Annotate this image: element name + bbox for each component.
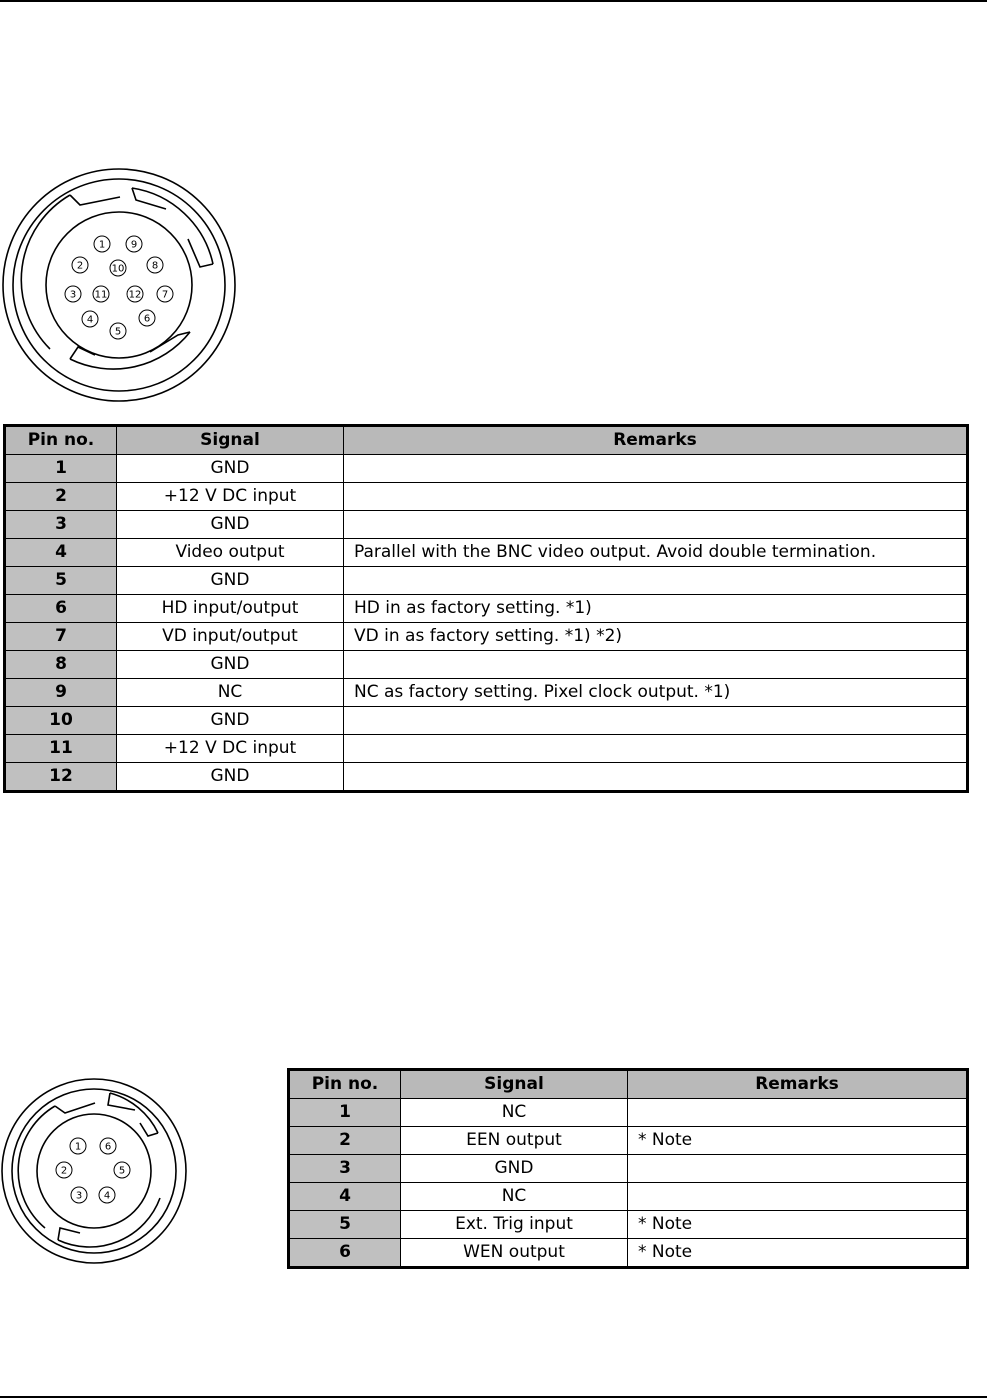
pin-marker bbox=[93, 286, 109, 302]
remarks-cell bbox=[344, 455, 968, 483]
pin-marker bbox=[70, 1138, 86, 1154]
pin-label: 1 bbox=[74, 1141, 82, 1153]
table-row bbox=[289, 1099, 968, 1127]
signal-cell: EEN output bbox=[401, 1127, 628, 1155]
key-arc bbox=[132, 188, 213, 264]
pin-label: 2 bbox=[60, 1165, 68, 1177]
signal-cell: +12 V DC input bbox=[117, 735, 344, 763]
pin-label: 9 bbox=[130, 239, 138, 251]
pin-number-cell: 2 bbox=[289, 1127, 401, 1155]
remarks-cell bbox=[344, 735, 968, 763]
table-row bbox=[5, 623, 968, 651]
connector-6pin-diagram bbox=[0, 1078, 190, 1268]
connector-6pin-svg bbox=[0, 1078, 190, 1268]
pin-label: 1 bbox=[98, 239, 106, 251]
pin-marker bbox=[114, 1162, 130, 1178]
signal-cell: +12 V DC input bbox=[117, 483, 344, 511]
remarks-cell bbox=[628, 1155, 968, 1183]
signal-cell: GND bbox=[401, 1155, 628, 1183]
pin-number-cell: 7 bbox=[5, 623, 117, 651]
signal-cell: GND bbox=[117, 455, 344, 483]
table-row bbox=[289, 1239, 968, 1268]
signal-cell: Video output bbox=[117, 539, 344, 567]
pin-marker bbox=[157, 286, 173, 302]
table-row bbox=[5, 595, 968, 623]
header-remarks: Remarks bbox=[628, 1070, 968, 1099]
pin-label: 12 bbox=[128, 289, 142, 301]
table-row bbox=[289, 1211, 968, 1239]
signal-cell: GND bbox=[117, 763, 344, 792]
pin-label: 4 bbox=[86, 314, 94, 326]
signal-cell: NC bbox=[401, 1183, 628, 1211]
pin-number-cell: 5 bbox=[289, 1211, 401, 1239]
header-pin-no: Pin no. bbox=[289, 1070, 401, 1099]
pin-number-cell: 1 bbox=[5, 455, 117, 483]
pin-marker bbox=[65, 286, 81, 302]
remarks-cell bbox=[344, 707, 968, 735]
table-row bbox=[5, 735, 968, 763]
table-row bbox=[5, 679, 968, 707]
pin-label: 10 bbox=[111, 263, 125, 275]
table-row bbox=[5, 539, 968, 567]
remarks-cell bbox=[344, 763, 968, 792]
remarks-cell bbox=[344, 483, 968, 511]
signal-cell: HD input/output bbox=[117, 595, 344, 623]
table-row bbox=[5, 651, 968, 679]
pin-number-cell: 8 bbox=[5, 651, 117, 679]
remarks-cell bbox=[344, 651, 968, 679]
table-row bbox=[5, 511, 968, 539]
pin-marker bbox=[139, 310, 155, 326]
pin-number-cell: 2 bbox=[5, 483, 117, 511]
pin-label: 5 bbox=[114, 326, 122, 338]
table-row bbox=[5, 763, 968, 792]
table-row bbox=[5, 483, 968, 511]
header-remarks: Remarks bbox=[344, 426, 968, 455]
remarks-cell: * Note bbox=[628, 1211, 968, 1239]
pin-marker bbox=[71, 1187, 87, 1203]
table-row bbox=[5, 455, 968, 483]
header-pin-no: Pin no. bbox=[5, 426, 117, 455]
signal-cell: GND bbox=[117, 707, 344, 735]
connector-12pin-diagram bbox=[0, 167, 240, 407]
pin-marker bbox=[100, 1138, 116, 1154]
pin-number-cell: 5 bbox=[5, 567, 117, 595]
signal-cell: GND bbox=[117, 567, 344, 595]
middle-ring bbox=[13, 179, 225, 391]
pin-marker bbox=[82, 311, 98, 327]
pin-label: 11 bbox=[94, 289, 108, 301]
pin-marker bbox=[99, 1187, 115, 1203]
pin-marker bbox=[56, 1162, 72, 1178]
connector-12pin-svg bbox=[0, 167, 240, 407]
bottom-rule bbox=[0, 1396, 987, 1398]
pin-table-6 bbox=[287, 1068, 969, 1269]
remarks-cell: Parallel with the BNC video output. Avoid double termination. bbox=[344, 539, 968, 567]
header-signal: Signal bbox=[117, 426, 344, 455]
pin-number-cell: 11 bbox=[5, 735, 117, 763]
top-rule bbox=[0, 0, 987, 2]
pin-marker bbox=[127, 286, 143, 302]
remarks-cell: VD in as factory setting. *1) *2) bbox=[344, 623, 968, 651]
pin-number-cell: 12 bbox=[5, 763, 117, 792]
remarks-cell bbox=[628, 1183, 968, 1211]
table-header-row bbox=[289, 1070, 968, 1099]
pin-label: 5 bbox=[118, 1165, 126, 1177]
table-row bbox=[5, 707, 968, 735]
pin-number-cell: 4 bbox=[5, 539, 117, 567]
remarks-cell bbox=[344, 511, 968, 539]
remarks-cell: HD in as factory setting. *1) bbox=[344, 595, 968, 623]
pin-marker bbox=[147, 257, 163, 273]
outer-ring bbox=[2, 1079, 186, 1263]
pin-number-cell: 4 bbox=[289, 1183, 401, 1211]
pin-number-cell: 3 bbox=[289, 1155, 401, 1183]
pin-label: 2 bbox=[76, 260, 84, 272]
table-row bbox=[5, 567, 968, 595]
pin-label: 8 bbox=[151, 260, 159, 272]
pin-table-12 bbox=[3, 424, 969, 793]
pin-marker bbox=[110, 323, 126, 339]
remarks-cell bbox=[628, 1099, 968, 1127]
pin-label: 7 bbox=[161, 289, 169, 301]
pin-marker bbox=[126, 236, 142, 252]
signal-cell: GND bbox=[117, 511, 344, 539]
remarks-cell: * Note bbox=[628, 1239, 968, 1268]
pin-label: 6 bbox=[143, 313, 151, 325]
pin-number-cell: 6 bbox=[5, 595, 117, 623]
pin-label: 3 bbox=[69, 289, 77, 301]
remarks-cell bbox=[344, 567, 968, 595]
signal-cell: NC bbox=[401, 1099, 628, 1127]
remarks-cell: * Note bbox=[628, 1127, 968, 1155]
signal-cell: WEN output bbox=[401, 1239, 628, 1268]
outer-ring bbox=[3, 169, 235, 401]
signal-cell: GND bbox=[117, 651, 344, 679]
pin-number-cell: 6 bbox=[289, 1239, 401, 1268]
pin-label: 3 bbox=[75, 1190, 83, 1202]
signal-cell: Ext. Trig input bbox=[401, 1211, 628, 1239]
pin-number-cell: 3 bbox=[5, 511, 117, 539]
table-header-row bbox=[5, 426, 968, 455]
pin-marker bbox=[94, 236, 110, 252]
header-signal: Signal bbox=[401, 1070, 628, 1099]
pin-number-cell: 1 bbox=[289, 1099, 401, 1127]
signal-cell: NC bbox=[117, 679, 344, 707]
pin-marker bbox=[110, 260, 126, 276]
pin-label: 4 bbox=[103, 1190, 111, 1202]
pin-number-cell: 9 bbox=[5, 679, 117, 707]
pin-number-cell: 10 bbox=[5, 707, 117, 735]
table-row bbox=[289, 1155, 968, 1183]
signal-cell: VD input/output bbox=[117, 623, 344, 651]
remarks-cell: NC as factory setting. Pixel clock output. *1) bbox=[344, 679, 968, 707]
pin-marker bbox=[72, 257, 88, 273]
table-row bbox=[289, 1183, 968, 1211]
pin-label: 6 bbox=[104, 1141, 112, 1153]
table-row bbox=[289, 1127, 968, 1155]
insert-circle bbox=[37, 1114, 151, 1228]
